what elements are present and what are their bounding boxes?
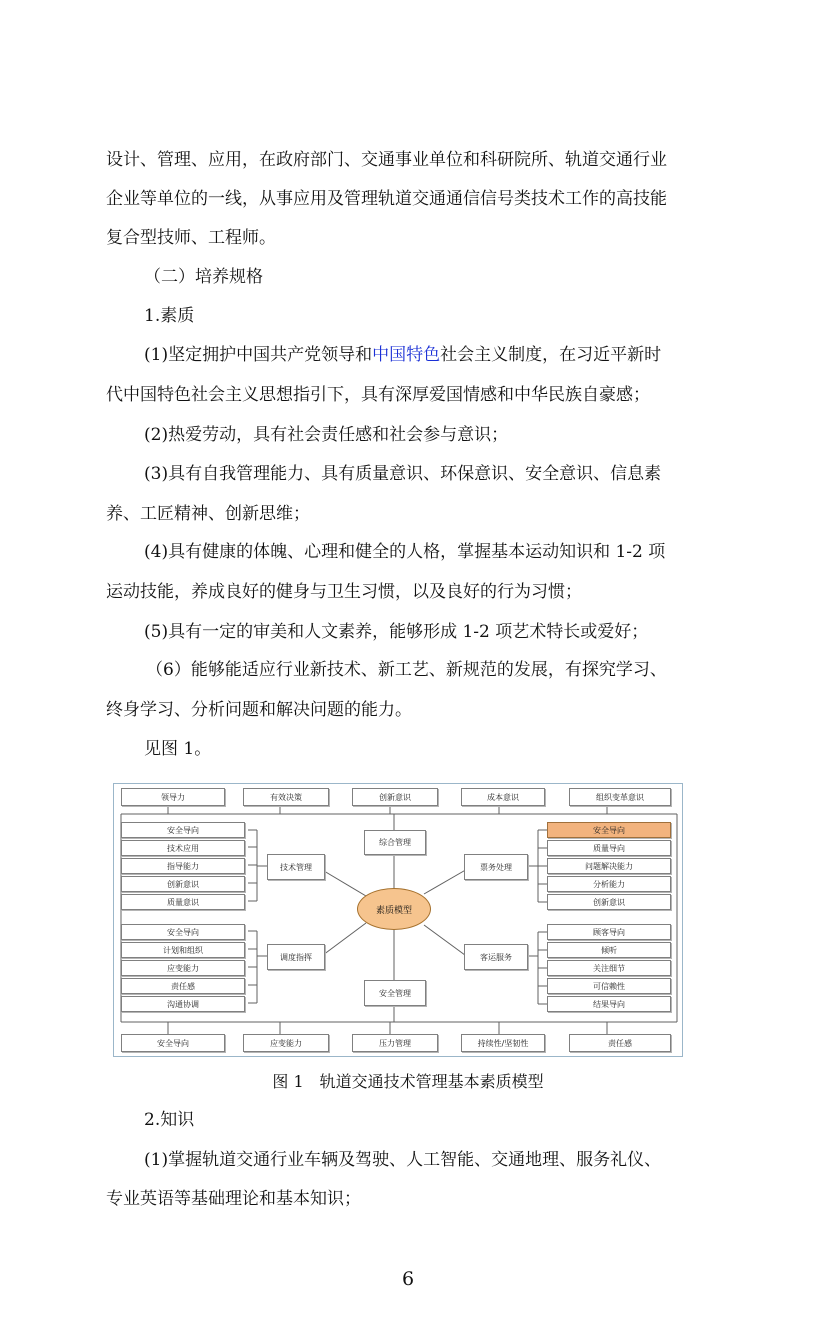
upper-right-item: 质量导向: [547, 840, 671, 856]
paragraph-line: (4)具有健康的体魄、心理和健全的人格，掌握基本运动知识和 1-2 项: [144, 542, 666, 562]
upper-left-item: 指导能力: [121, 858, 245, 874]
paragraph-line: 企业等单位的一线，从事应用及管理轨道交通通信信号类技术工作的高技能: [106, 189, 667, 209]
paragraph-line: 专业英语等基础理论和基本知识；: [106, 1189, 361, 1209]
upper-left-item: 创新意识: [121, 876, 245, 892]
upper-right-item: 问题解决能力: [547, 858, 671, 874]
hub-safety-management: 安全管理: [364, 980, 426, 1006]
hub-comprehensive-management: 综合管理: [364, 830, 426, 855]
lower-right-item: 可信赖性: [547, 978, 671, 994]
paragraph-line: [144, 344, 661, 366]
text-segment: 社会主义制度，在习近平新时: [440, 345, 662, 365]
paragraph-line: (3)具有自我管理能力、具有质量意识、环保意识、安全意识、信息素: [144, 464, 662, 484]
paragraph-line: 终身学习、分析问题和解决问题的能力。: [106, 700, 412, 720]
paragraph-line: (2)热爱劳动，具有社会责任感和社会参与意识；: [144, 425, 509, 445]
text-segment: (1)坚定拥护中国共产党领导和: [144, 345, 373, 365]
paragraph-line: （6）能够能适应行业新技术、新工艺、新规范的发展，有探究学习、: [146, 660, 667, 680]
bottom-row-box: 应变能力: [243, 1034, 329, 1052]
upper-left-item: 安全导向: [121, 822, 245, 838]
lower-left-item: 安全导向: [121, 924, 245, 940]
paragraph-line: (5)具有一定的审美和人文素养，能够形成 1-2 项艺术特长或爱好；: [144, 622, 649, 642]
top-row-box: 成本意识: [461, 788, 545, 806]
bottom-row-box: 责任感: [569, 1034, 671, 1052]
paragraph-line: (1)掌握轨道交通行业车辆及驾驶、人工智能、交通地理、服务礼仪、: [144, 1150, 662, 1170]
paragraph-line: 见图 1。: [144, 739, 212, 759]
hub-passenger-service: 客运服务: [464, 944, 528, 970]
upper-left-item: 质量意识: [121, 894, 245, 910]
hub-technical-management: 技术管理: [267, 854, 325, 880]
lower-left-item: 应变能力: [121, 960, 245, 976]
highlighted-text-link[interactable]: 中国特色: [372, 345, 441, 365]
paragraph-line: 复合型技师、工程师。: [106, 228, 276, 248]
lower-right-item: 倾听: [547, 942, 671, 958]
top-row-box: 有效决策: [243, 788, 329, 806]
paragraph-line: 运动技能，养成良好的健身与卫生习惯，以及良好的行为习惯；: [106, 582, 582, 602]
lower-right-item: 关注细节: [547, 960, 671, 976]
subsection-heading: 1.素质: [144, 306, 195, 326]
lower-left-item: 责任感: [121, 978, 245, 994]
upper-right-item-highlighted: 安全导向: [547, 822, 671, 838]
bottom-row-box: 安全导向: [121, 1034, 225, 1052]
hub-ticketing: 票务处理: [464, 854, 528, 880]
bottom-row-box: 压力管理: [352, 1034, 438, 1052]
top-row-box: 领导力: [121, 788, 225, 806]
lower-left-item: 计划和组织: [121, 942, 245, 958]
top-row-box: 组织变革意识: [569, 788, 671, 806]
paragraph-line: 设计、管理、应用，在政府部门、交通事业单位和科研院所、轨道交通行业: [106, 150, 667, 170]
quality-model-diagram: [113, 783, 683, 1057]
paragraph-line: 代中国特色社会主义思想指引下，具有深厚爱国情感和中华民族自豪感；: [106, 385, 650, 405]
lower-left-item: 沟通协调: [121, 996, 245, 1012]
figure-caption: 图 1 轨道交通技术管理基本素质模型: [272, 1072, 544, 1091]
upper-left-item: 技术应用: [121, 840, 245, 856]
core-quality-model: 素质模型: [357, 888, 431, 930]
lower-right-item: 结果导向: [547, 996, 671, 1012]
bottom-row-box: 持续性/坚韧性: [461, 1034, 545, 1052]
subsection-heading: 2.知识: [144, 1110, 195, 1130]
upper-right-item: 创新意识: [547, 894, 671, 910]
top-row-box: 创新意识: [352, 788, 438, 806]
lower-right-item: 顾客导向: [547, 924, 671, 940]
page-number: 6: [401, 1268, 415, 1290]
hub-dispatch-command: 调度指挥: [267, 944, 325, 970]
paragraph-line: 养、工匠精神、创新思维；: [106, 504, 310, 524]
upper-right-item: 分析能力: [547, 876, 671, 892]
section-heading: （二）培养规格: [144, 267, 263, 287]
